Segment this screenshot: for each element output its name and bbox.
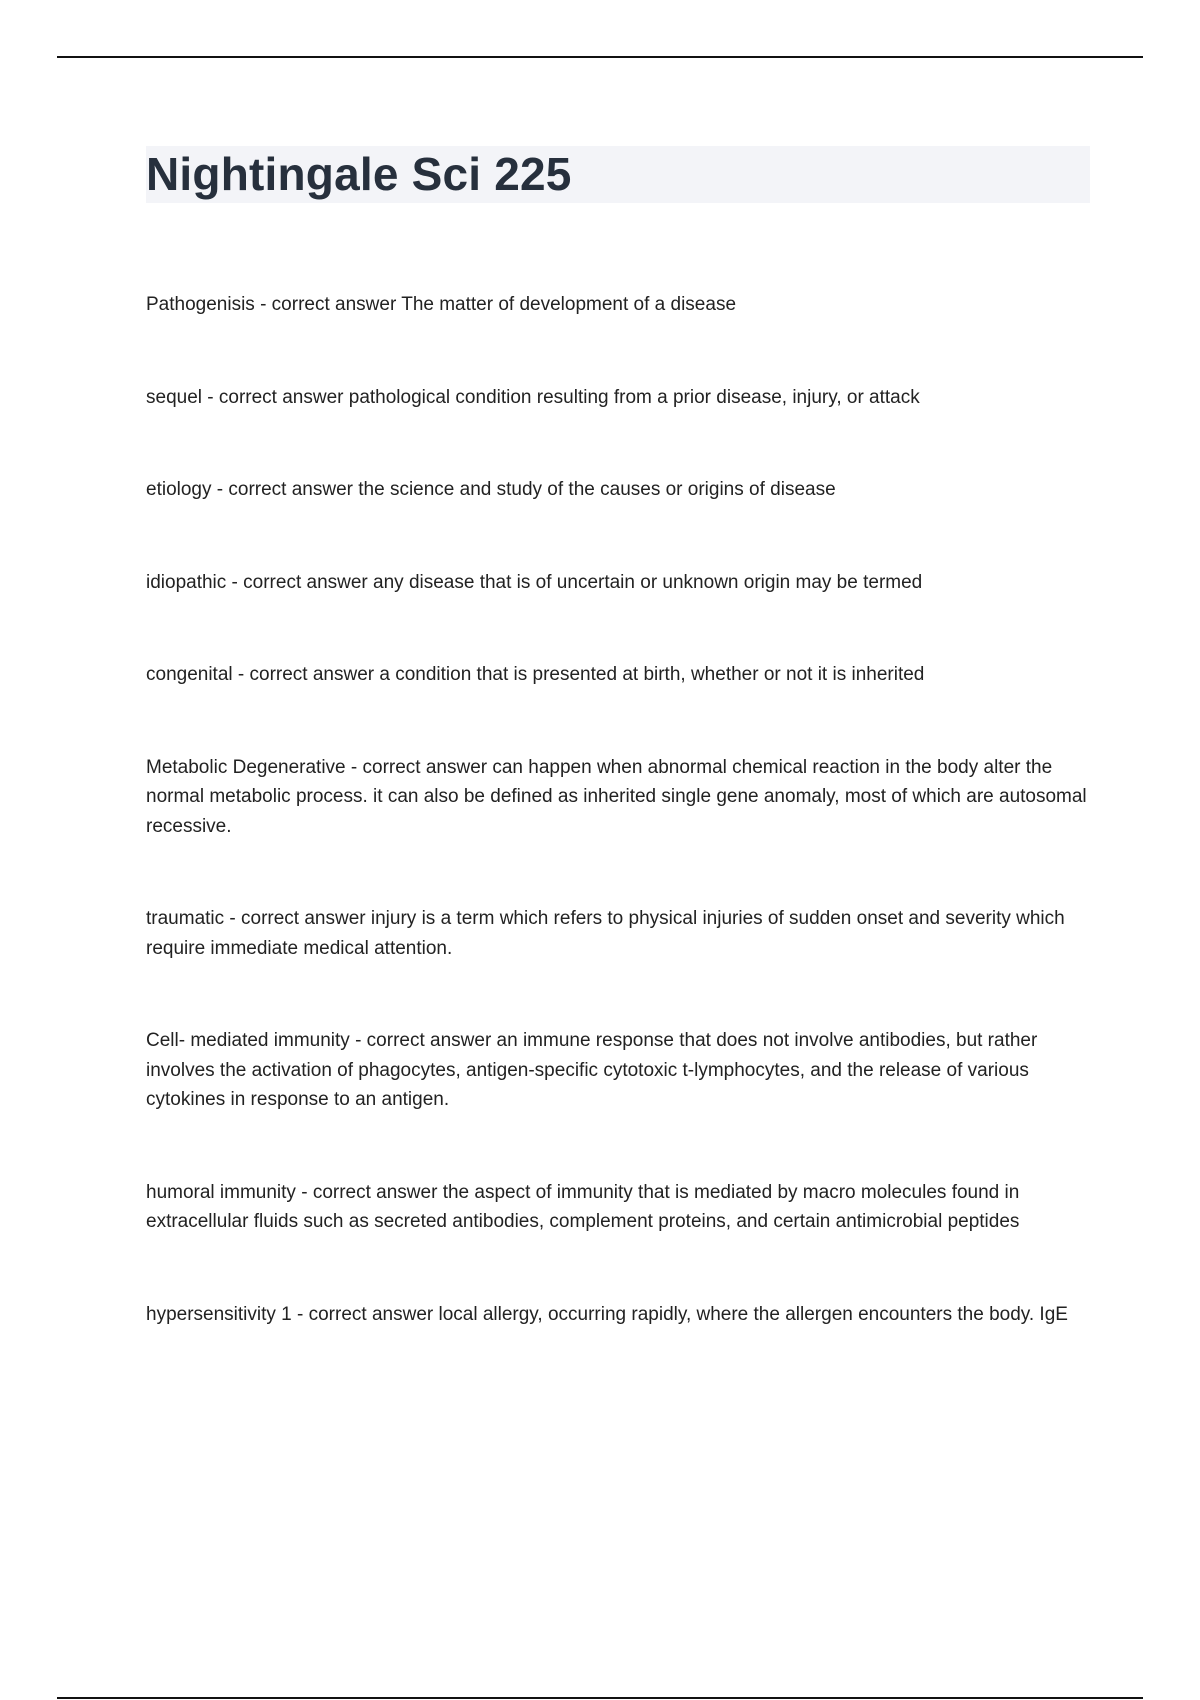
page-title: Nightingale Sci 225 <box>146 148 572 200</box>
flashcard-entry: congenital - correct answer a condition that is presented at birth, whether or not it is inherited <box>146 664 925 685</box>
bottom-rule <box>57 1697 1143 1699</box>
flashcard-entry: etiology - correct answer the science and study of the causes or origins of disease <box>146 479 836 500</box>
flashcard-entry: sequel - correct answer pathological condition resulting from a prior disease, injury, or attack <box>146 386 920 408</box>
flashcard-entry: Cell- mediated immunity - correct answer an immune response that does not involve antibodies, but rather involves the activation of phagocytes, antigen-specific cytotoxic t-lymphocytes, and the release of various cytokines in response to an antigen. <box>146 1030 1038 1110</box>
flashcard-entry: humoral immunity - correct answer the aspect of immunity that is mediated by macro molecules found in extracellular fluids such as secreted antibodies, complement proteins, and certain antimicrobial peptides <box>146 1181 1020 1232</box>
flashcard-entry: idiopathic - correct answer any disease that is of uncertain or unknown origin may be termed <box>146 571 923 593</box>
top-rule <box>57 56 1143 58</box>
flashcard-entry: Pathogenisis - correct answer The matter of development of a disease <box>146 294 737 315</box>
flashcard-entry: Metabolic Degenerative - correct answer can happen when abnormal chemical reaction in the body alter the normal metabolic process. it can also be defined as inherited single gene anomaly, most of which are autosomal recessive. <box>146 756 1087 837</box>
flashcard-entry: hypersensitivity 1 - correct answer local allergy, occurring rapidly, where the allergen encounters the body. IgE <box>146 1303 1068 1325</box>
flashcard-entry: traumatic - correct answer injury is a term which refers to physical injuries of sudden onset and severity which require immediate medical attention. <box>146 908 1065 959</box>
flashcard-list <box>146 290 1091 1392</box>
